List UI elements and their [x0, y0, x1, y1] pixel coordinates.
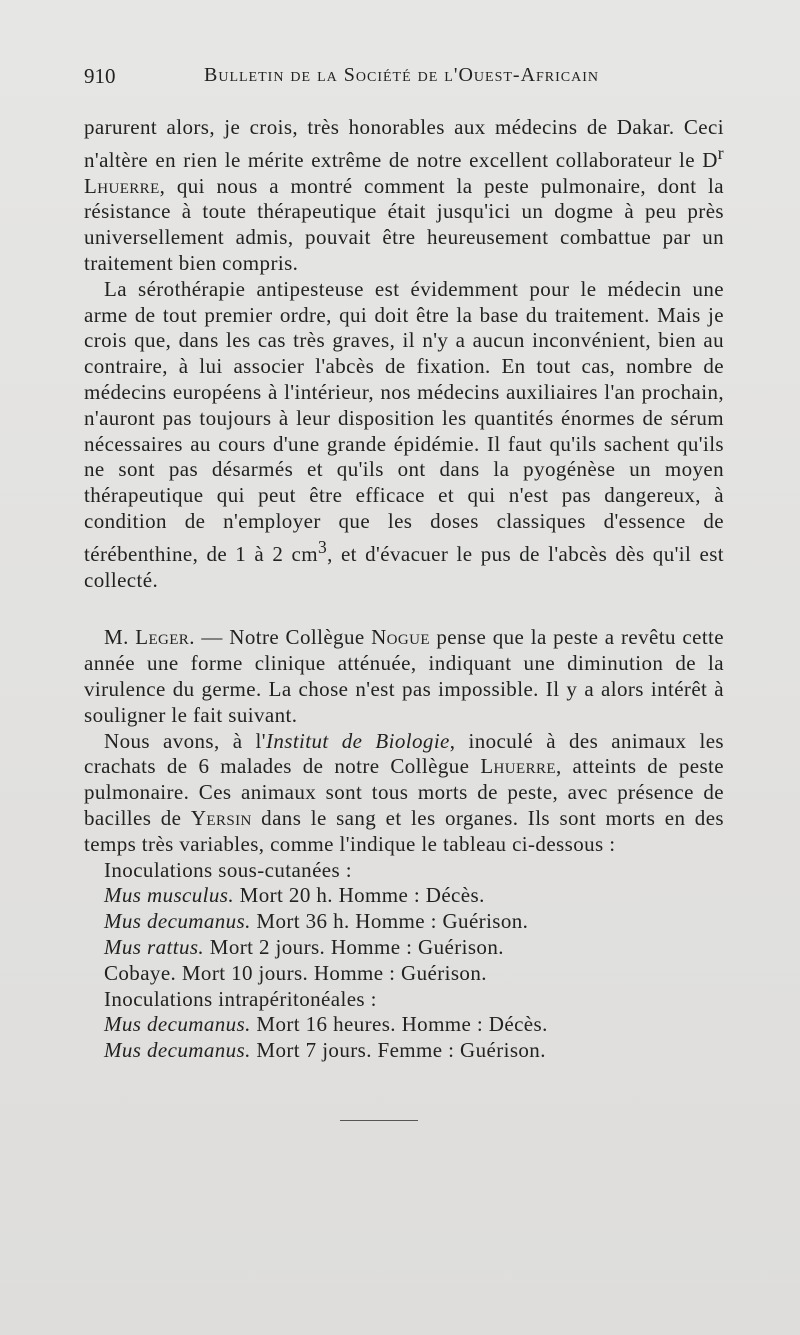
result-text: Mort 36 h. Homme : Guérison. [250, 909, 529, 934]
paragraph-2 [84, 277, 724, 594]
list-item [84, 909, 724, 935]
author-name: Lhuerre [84, 173, 160, 198]
text-run: . — Notre Collègue [189, 625, 372, 650]
author-name: Yersin [190, 805, 252, 830]
text-run: pense que la peste a revêtu cette année une forme clinique atténuée, indiquant une diminution de la virulence du germe. La chose n'est pas impossible. Il y a alors intérêt à souligner le fait suivant. [84, 625, 725, 727]
list-item [84, 883, 724, 909]
species-name: Mus musculus. [104, 883, 235, 908]
section-divider [340, 1120, 418, 1121]
page-header [84, 64, 724, 94]
text-run: , inoculé à des animaux les crachats de 6 malades de notre Collègue [84, 728, 724, 779]
text-run: , atteints de peste pulmonaire. Ces animaux sont tous morts de peste, avec présence de bacilles de [84, 754, 724, 830]
superscript: r [717, 142, 724, 163]
result-text: Mort 2 jours. Homme : Guérison. [204, 934, 504, 959]
list-item [84, 1012, 724, 1038]
text-run: Nous avons, à l' [104, 728, 266, 753]
list-item [84, 1038, 724, 1064]
species-name: Mus decumanus. [104, 1012, 251, 1037]
text-run: La sérothérapie antipesteuse est évidemment pour le médecin une arme de tout premier ordre, qui doit être la base du traitement. Mais je crois que, dans les cas très graves, il n'y a aucun inconvénient, bien au contraire, à lui associer l'abcès de fixation. En tout cas, nombre de médecins européens à l'intérieur, nos médecins auxiliaires l'an prochain, n'auront pas toujours à leur disposition les quantités énormes de sérum nécessaires au cours d'une grande épidémie. Il faut qu'ils sachent qu'ils ne sont pas désarmés et qu'ils ont dans la pyogénèse un moyen thérapeutique qui peut être efficace et qui n'est pas dangereux, à condition de n'employer que les doses classiques d'essence de térébenthine, de 1 à 2 cm [84, 276, 724, 566]
body-text [84, 115, 724, 1064]
speaker-name: Leger [135, 625, 190, 650]
text-run: parurent alors, je crois, très honorables aux médecins de Dakar. Ceci n'altère en rien le mérite extrême de notre excellent collaborateur le D [84, 115, 724, 172]
text-run: , et d'évacuer le pus de l'abcès dès qu'il est collecté. [84, 541, 725, 592]
paragraph-3 [84, 625, 724, 728]
species-name: Mus rattus. [104, 934, 205, 959]
text-run: dans le sang et les organes. Ils sont morts en des temps très variables, comme l'indique le tableau ci-dessous : [84, 805, 725, 856]
running-title: Bulletin de la Société de l'Ouest-Africain [204, 64, 600, 86]
list-item [84, 935, 724, 961]
author-name: Lhuerre [480, 754, 556, 779]
superscript: 3 [317, 536, 328, 557]
species-name: Mus decumanus. [104, 909, 251, 934]
list-item: Cobaye. Mort 10 jours. Homme : Guérison. [104, 960, 487, 985]
paragraph-1 [84, 115, 724, 277]
author-name: Nogue [371, 625, 430, 650]
institution-name: Institut de Biologie [265, 728, 450, 753]
paragraph-4 [84, 729, 724, 858]
species-name: Mus decumanus. [104, 1038, 251, 1063]
result-text: Mort 20 h. Homme : Décès. [234, 883, 485, 908]
list-heading: Inoculations intrapéritonéales : [104, 986, 377, 1011]
result-text: Mort 7 jours. Femme : Guérison. [250, 1038, 546, 1063]
text-run: , qui nous a montré comment la peste pulmonaire, dont la résistance à toute thérapeutique était jusqu'ici un dogme à peu près universellement admis, pouvait être heureusement combattue par un traitement bien compris. [84, 173, 724, 275]
list-heading: Inoculations sous-cutanées : [104, 857, 352, 882]
result-text: Mort 16 heures. Homme : Décès. [250, 1012, 548, 1037]
paragraph-gap [84, 593, 724, 625]
text-run: M. [104, 625, 136, 650]
page-number: 910 [84, 64, 116, 88]
